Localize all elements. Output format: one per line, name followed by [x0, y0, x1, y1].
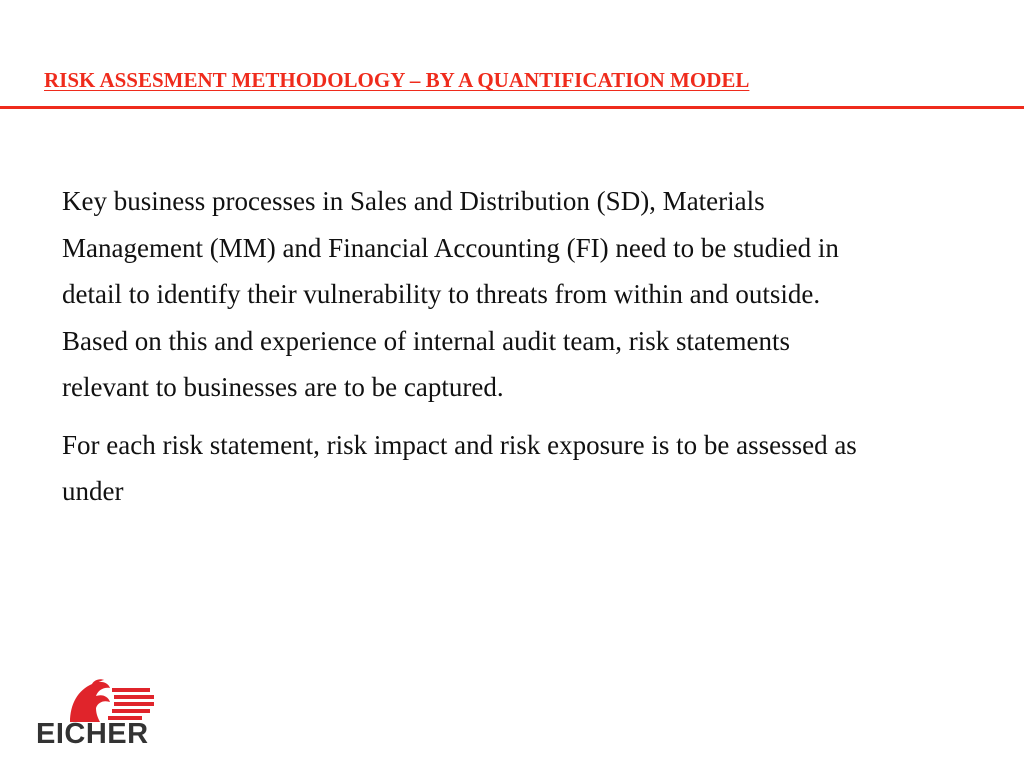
body-paragraph-1: Key business processes in Sales and Distribution (SD), Materials Management (MM) and Financial Accounting (FI) need to be studied in detail to identify their vulnerability to threats from within and outside. Based on this and experience of internal audit team, risk statements relevant to businesses are to be captured. [62, 186, 839, 402]
slide-body [62, 178, 862, 515]
eicher-horse-logo-icon [66, 678, 166, 722]
title-divider [0, 106, 1024, 109]
eicher-logo [36, 678, 166, 752]
slide-title: RISK ASSESMENT METHODOLOGY – BY A QUANTIFICATION MODEL [44, 68, 750, 92]
body-paragraph-2: For each risk statement, risk impact and risk exposure is to be assessed as under [62, 429, 857, 506]
logo-text: EICHER [36, 718, 149, 750]
